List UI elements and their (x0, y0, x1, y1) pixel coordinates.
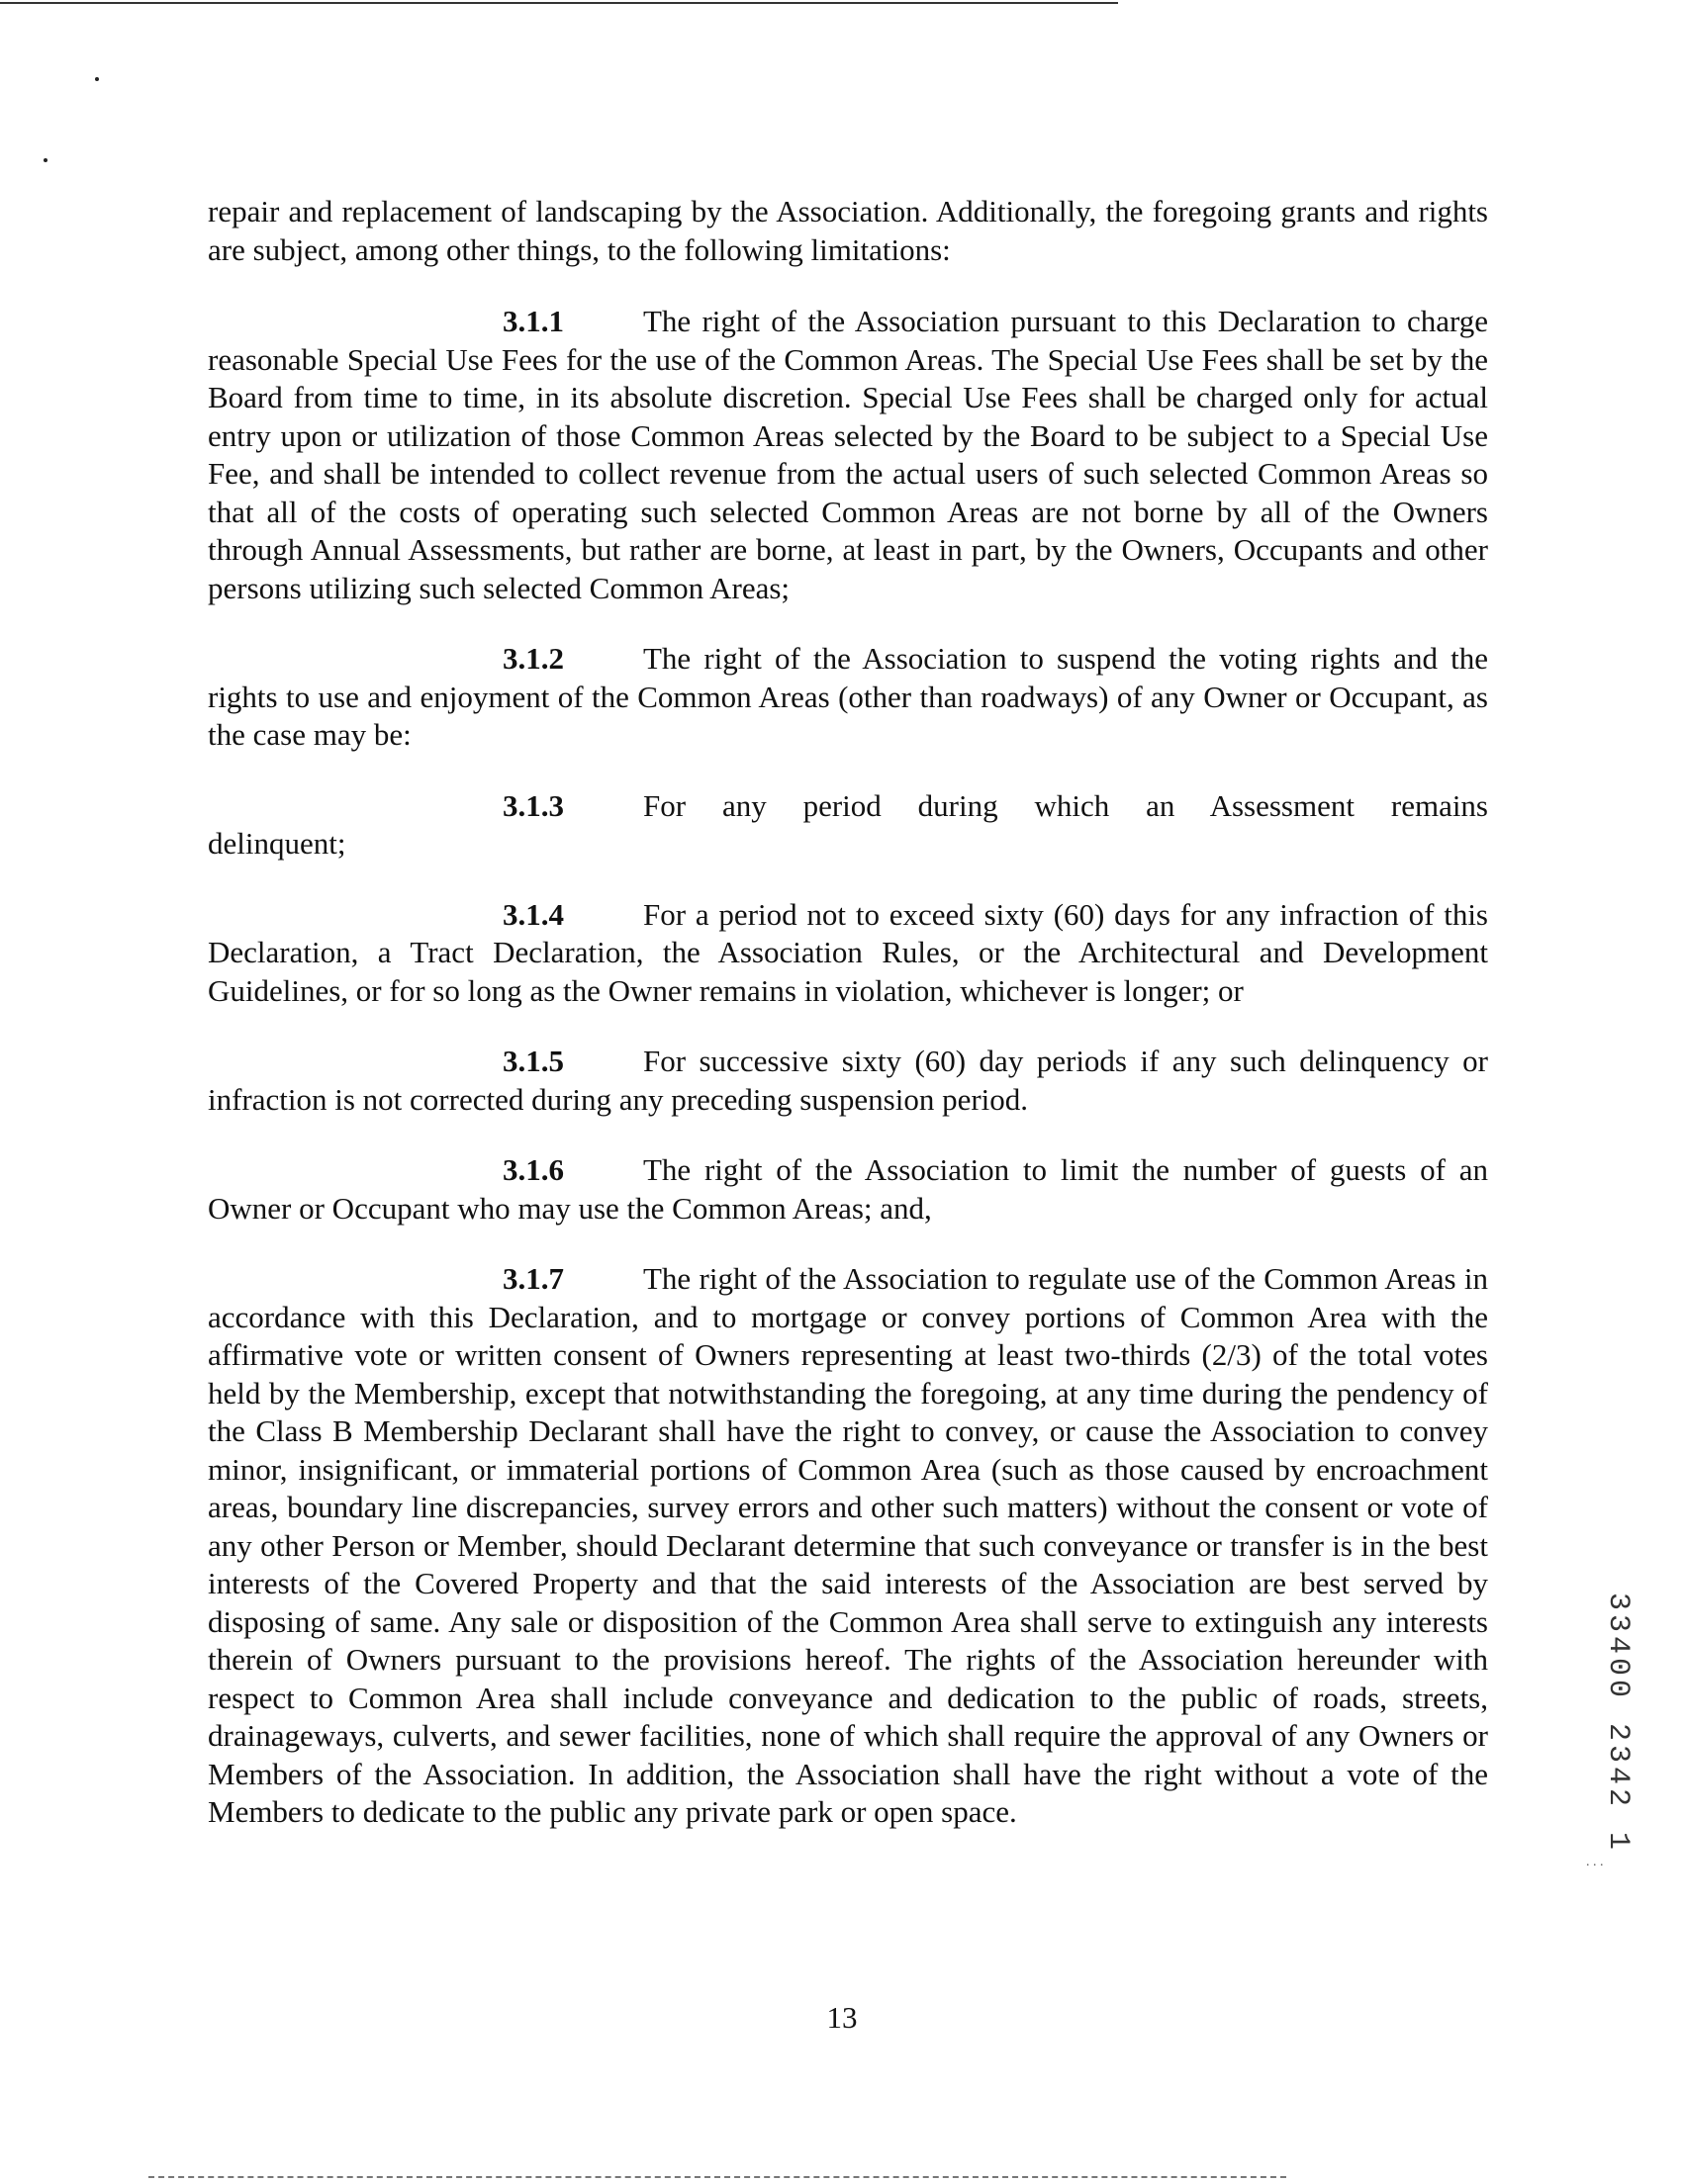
section-3-1-1 (208, 303, 1488, 607)
section-3-1-3 (208, 787, 1488, 864)
section-number: 3.1.1 (503, 304, 564, 338)
section-3-1-5 (208, 1043, 1488, 1119)
section-text: The right of the Association to limit the number of guests of an Owner or Occupant who may use the Common Areas; and, (208, 1152, 1488, 1226)
section-text: For a period not to exceed sixty (60) days for any infraction of this Declaration, a Tract Declaration, the Association Rules, or the Architectural and Development Guidelines, or for so long as the Owner remains in violation, whichever is longer; or (208, 896, 1488, 1008)
scan-speck (95, 77, 99, 81)
section-number: 3.1.2 (503, 641, 564, 676)
section-text-continued: delinquent; (208, 826, 346, 861)
section-number: 3.1.7 (503, 1261, 564, 1296)
scan-speck (44, 158, 47, 162)
section-3-1-6 (208, 1151, 1488, 1228)
section-line (208, 787, 1488, 826)
section-text: For any period during which an Assessment remains (643, 787, 1488, 823)
section-number: 3.1.4 (503, 896, 564, 932)
document-body (208, 193, 1488, 1865)
section-number: 3.1.3 (503, 787, 564, 823)
scan-dots: . . . (1586, 1855, 1604, 1869)
section-3-1-4 (208, 896, 1488, 1011)
recording-stamp (1601, 1592, 1640, 1889)
intro-paragraph: repair and replacement of landscaping by the Association. Additionally, the foregoing grants and rights are subject, among other things, to the following limitations: (208, 194, 1488, 267)
section-text: The right of the Association pursuant to this Declaration to charge reasonable Special Use Fees for the use of the Common Areas. The Special Use Fees shall be set by the Board from time to time, in its absolute discretion. Special Use Fees shall be charged only for actual entry upon or utilization of those Common Areas selected by the Board to be subject to a Special Use Fee, and shall be intended to collect revenue from the actual users of such selected Common Areas so that all of the costs of operating such selected Common Areas are not borne by all of the Owners through Annual Assessments, but rather are borne, at least in part, by the Owners, Occupants and other persons utilizing such selected Common Areas; (208, 304, 1488, 605)
section-text: For successive sixty (60) day periods if any such delinquency or infraction is not corrected during any preceding suspension period. (208, 1044, 1488, 1117)
section-number: 3.1.5 (503, 1044, 564, 1078)
section-number: 3.1.6 (503, 1152, 564, 1187)
page-number: 13 (826, 2000, 858, 2035)
section-3-1-7 (208, 1260, 1488, 1832)
scan-edge-bottom (148, 2176, 1286, 2178)
recording-stamp-text: 33400 2342 1 (1601, 1592, 1635, 1855)
section-text: The right of the Association to regulate use of the Common Areas in accordance with this Declaration, and to mortgage or convey portions of Common Area with the affirmative vote or written consent of Owners representing at least two-thirds (2/3) of the total votes held by the Membership, except that notwithstanding the foregoing, at any time during the pendency of the Class B Membership Declarant shall have the right to convey, or cause the Association to convey minor, insignificant, or immaterial portions of Common Area (such as those caused by encroachment areas, boundary line discrepancies, survey errors and other such matters) without the consent or vote of any other Person or Member, should Declarant determine that such conveyance or transfer is in the best interests of the Covered Property and that the said interests of the Association are best served by disposing of same. Any sale or disposition of the Common Area shall serve to extinguish any interests therein of Owners pursuant to the provisions hereof. The rights of the Association hereunder with respect to Common Area shall include conveyance and dedication to the public of roads, streets, drainageways, culverts, and sewer facilities, none of which shall require the approval of any Owners or Members of the Association. In addition, the Association shall have the right without a vote of the Members to dedicate to the public any private park or open space. (208, 1261, 1488, 1829)
section-text: The right of the Association to suspend the voting rights and the rights to use and enjoyment of the Common Areas (other than roadways) of any Owner or Occupant, as the case may be: (208, 641, 1488, 752)
scan-edge-top (0, 2, 1118, 4)
section-3-1-2 (208, 640, 1488, 755)
